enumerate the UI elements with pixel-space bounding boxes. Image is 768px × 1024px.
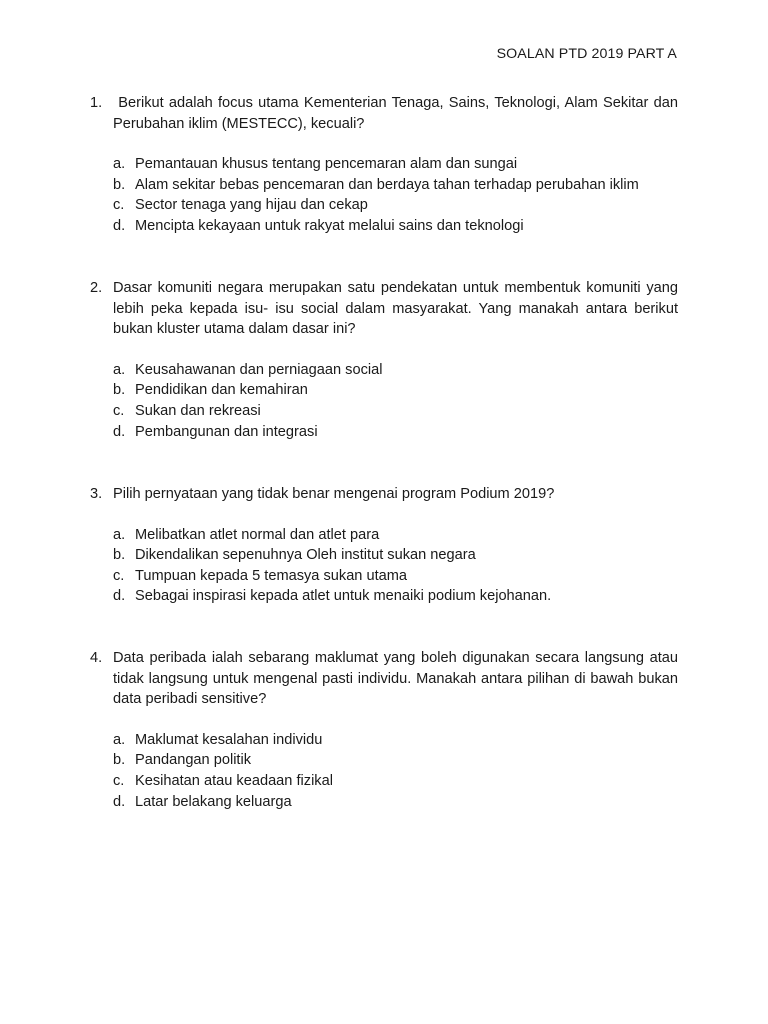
question-number: 4. — [90, 650, 103, 666]
option-list — [90, 154, 678, 236]
question-1 — [90, 93, 683, 237]
option-letter: a. — [113, 731, 126, 748]
option-b — [90, 380, 678, 401]
question-text: Dasar komuniti negara merupakan satu pendekatan untuk membentuk komuniti yang lebih peka kepada isu- isu social dalam masyarakat. Yang manakah antara berikut bukan kluster utama dalam dasar ini? — [113, 280, 678, 338]
option-list — [90, 730, 678, 812]
question-text: Berikut adalah focus utama Kementerian Tenaga, Sains, Teknologi, Alam Sekitar dan Perubahan iklim (MESTECC), kecuali? — [113, 95, 683, 132]
option-c — [90, 195, 678, 216]
option-text: Pembangunan dan integrasi — [135, 423, 318, 440]
option-a — [90, 730, 678, 751]
option-text: Pemantauan khusus tentang pencemaran alam dan sungai — [135, 156, 518, 173]
question-number: 2. — [90, 280, 103, 296]
question-3 — [90, 484, 678, 607]
option-letter: b. — [113, 752, 126, 769]
option-c — [90, 771, 678, 792]
option-letter: c. — [113, 772, 125, 789]
option-text: Maklumat kesalahan individu — [135, 731, 323, 748]
option-text: Tumpuan kepada 5 temasya sukan utama — [135, 567, 408, 584]
option-letter: b. — [113, 176, 126, 193]
option-a — [90, 154, 678, 175]
option-letter: c. — [113, 402, 125, 419]
option-letter: a. — [113, 526, 126, 543]
option-text: Alam sekitar bebas pencemaran dan berdaya tahan terhadap perubahan iklim — [135, 176, 639, 193]
option-text: Kesihatan atau keadaan fizikal — [135, 772, 333, 789]
option-d — [90, 586, 678, 607]
option-d — [90, 792, 678, 813]
option-letter: c. — [113, 197, 125, 214]
option-text: Sebagai inspirasi kepada atlet untuk menaiki podium kejohanan. — [135, 588, 552, 605]
option-text: Sector tenaga yang hijau dan cekap — [135, 197, 368, 214]
option-letter: d. — [113, 217, 126, 234]
option-a — [90, 525, 678, 546]
option-a — [90, 360, 678, 381]
option-b — [90, 750, 678, 771]
option-text: Pandangan politik — [135, 752, 252, 769]
option-letter: d. — [113, 793, 126, 810]
page-header: SOALAN PTD 2019 PART A — [496, 46, 677, 62]
option-letter: b. — [113, 382, 126, 399]
option-c — [90, 566, 678, 587]
option-letter: d. — [113, 423, 126, 440]
question-number: 1. — [90, 95, 103, 111]
option-text: Sukan dan rekreasi — [135, 402, 261, 419]
option-text: Mencipta kekayaan untuk rakyat melalui sains dan teknologi — [135, 217, 524, 234]
option-text: Pendidikan dan kemahiran — [135, 382, 308, 399]
option-text: Latar belakang keluarga — [135, 793, 292, 810]
option-letter: a. — [113, 361, 126, 378]
option-letter: b. — [113, 547, 126, 564]
question-2 — [90, 278, 678, 442]
option-text: Dikendalikan sepenuhnya Oleh institut sukan negara — [135, 547, 476, 564]
option-b — [90, 545, 678, 566]
question-text: Data peribada ialah sebarang maklumat yang boleh digunakan secara langsung atau tidak langsung untuk mengenal pasti individu. Manakah antara pilihan di bawah bukan data peribadi sensitive? — [113, 650, 678, 708]
question-text: Pilih pernyataan yang tidak benar mengenai program Podium 2019? — [113, 486, 555, 502]
option-letter: d. — [113, 588, 126, 605]
option-c — [90, 401, 678, 422]
option-b — [90, 175, 678, 196]
option-d — [90, 216, 678, 237]
question-number: 3. — [90, 486, 103, 502]
option-list — [90, 525, 678, 607]
option-d — [90, 422, 678, 443]
option-letter: c. — [113, 567, 125, 584]
option-letter: a. — [113, 156, 126, 173]
option-list — [90, 360, 678, 442]
option-text: Melibatkan atlet normal dan atlet para — [135, 526, 380, 543]
question-4 — [90, 648, 678, 812]
option-text: Keusahawanan dan perniagaan social — [135, 361, 383, 378]
